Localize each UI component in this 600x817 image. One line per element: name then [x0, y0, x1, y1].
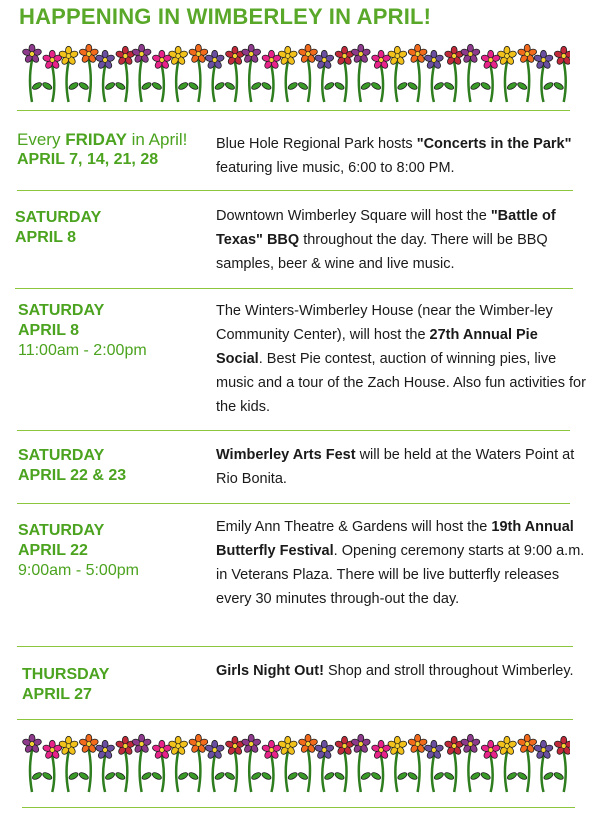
flower-icon: [115, 736, 136, 792]
flower-icon: [241, 44, 262, 102]
event-highlight: "Battle of Texas" BBQ: [216, 208, 556, 248]
flower-icon: [168, 46, 189, 102]
flower-icon: [151, 50, 172, 102]
divider: [22, 807, 575, 808]
flower-icon: [533, 740, 554, 792]
flower-icon: [261, 740, 282, 792]
event-text: throughout the day. There will be BBQ samples, beer & wine and live music.: [216, 232, 548, 272]
event-highlight: Wimberley Arts Fest: [216, 447, 356, 463]
recurrence-day: FRIDAY: [65, 130, 127, 149]
flower-icon: [444, 46, 465, 102]
flower-icon: [424, 740, 445, 792]
event-when: [15, 208, 101, 248]
flower-icon: [460, 734, 481, 792]
flower-icon: [480, 50, 501, 102]
event-highlight: Girls Night Out!: [216, 663, 324, 679]
event-text: Downtown Wimberley Square will host the: [216, 208, 491, 224]
event-dates: APRIL 7, 14, 21, 28: [17, 151, 159, 168]
event-highlight: "Concerts in the Park": [416, 136, 572, 152]
flower-icon: [131, 734, 152, 792]
flower-icon: [241, 734, 262, 792]
event-when: [18, 521, 139, 581]
event-day: SATURDAY: [18, 302, 105, 319]
flower-icon: [334, 736, 355, 792]
flower-icon: [58, 736, 79, 792]
event-highlight: 19th Annual Butterfly Festival: [216, 519, 574, 559]
flower-icon: [517, 44, 538, 102]
event-time: 11:00am - 2:00pm: [18, 342, 147, 359]
event-text: Shop and stroll throughout Wimberley.: [323, 663, 574, 679]
flower-icon: [387, 46, 408, 102]
event-day: SATURDAY: [15, 209, 102, 226]
flower-icon: [78, 44, 99, 102]
flower-border-icon: [22, 730, 570, 794]
flower-icon: [424, 50, 445, 102]
event-text: Blue Hole Regional Park hosts: [216, 136, 417, 152]
flower-icon: [205, 50, 226, 102]
flower-icon: [334, 46, 355, 102]
event-dates: APRIL 27: [22, 686, 92, 703]
divider: [17, 110, 570, 111]
divider: [15, 288, 573, 289]
flower-icon: [553, 736, 570, 792]
divider: [17, 190, 573, 191]
event-day: SATURDAY: [18, 522, 105, 539]
event-description: [216, 443, 586, 491]
flower-icon: [407, 734, 428, 792]
divider: [17, 719, 573, 720]
event-when: [22, 665, 109, 705]
event-when: [17, 130, 187, 170]
event-description: [216, 515, 586, 611]
page-title: HAPPENING IN WIMBERLEY IN APRIL!: [19, 4, 432, 29]
flower-icon: [205, 740, 226, 792]
flower-icon: [42, 50, 63, 102]
flower-icon: [95, 740, 116, 792]
event-when: [18, 446, 126, 486]
flower-icon: [460, 44, 481, 102]
event-description: [216, 659, 586, 683]
flower-icon: [351, 44, 372, 102]
event-day: THURSDAY: [22, 666, 110, 683]
flower-icon: [553, 46, 570, 102]
flower-icon: [314, 740, 335, 792]
event-day: SATURDAY: [18, 447, 105, 464]
flower-icon: [407, 44, 428, 102]
flower-icon: [370, 50, 391, 102]
divider: [17, 503, 570, 504]
flower-icon: [115, 46, 136, 102]
flower-icon: [480, 740, 501, 792]
flower-icon: [22, 44, 43, 102]
flower-icon: [224, 736, 245, 792]
event-time: 9:00am - 5:00pm: [18, 562, 139, 579]
flower-icon: [278, 736, 299, 792]
event-highlight: 27th Annual Pie Social: [216, 327, 538, 367]
event-text: . Best Pie contest, auction of winning pies, live music and a tour of the Zach House. Also fun activities for the kids.: [216, 351, 586, 415]
flower-icon: [497, 46, 518, 102]
flower-icon: [517, 734, 538, 792]
event-text: The Winters-Wimberley House (near the Wimber-ley Community Center), will host the: [216, 303, 553, 343]
flower-icon: [314, 50, 335, 102]
flower-icon: [261, 50, 282, 102]
event-text: . Opening ceremony starts at 9:00 a.m. in Veterans Plaza. There will be live butterfly releases every 30 minutes through-out the day.: [216, 543, 585, 607]
flower-icon: [497, 736, 518, 792]
flower-icon: [151, 740, 172, 792]
event-dates: APRIL 22 & 23: [18, 467, 127, 484]
event-when: [18, 301, 147, 361]
flower-icon: [22, 734, 43, 792]
flower-icon: [533, 50, 554, 102]
flower-icon: [58, 46, 79, 102]
event-description: [216, 204, 586, 276]
event-dates: APRIL 8: [15, 229, 77, 246]
divider: [17, 646, 573, 647]
flower-icon: [278, 46, 299, 102]
flower-icon: [188, 44, 209, 102]
flower-icon: [131, 44, 152, 102]
event-text: will be held at the Waters Point at Rio Bonita.: [216, 447, 575, 487]
event-description: [216, 299, 586, 419]
event-dates: APRIL 22: [18, 542, 88, 559]
event-description: [216, 132, 586, 180]
flower-icon: [444, 736, 465, 792]
flower-border-icon: [22, 40, 570, 104]
flower-icon: [168, 736, 189, 792]
flower-icon: [297, 734, 318, 792]
flower-icon: [188, 734, 209, 792]
event-text: Emily Ann Theatre & Gardens will host the: [216, 519, 492, 535]
flower-icon: [224, 46, 245, 102]
event-text: featuring live music, 6:00 to 8:00 PM.: [216, 160, 455, 176]
flower-icon: [42, 740, 63, 792]
flower-icon: [297, 44, 318, 102]
flower-icon: [351, 734, 372, 792]
flower-icon: [78, 734, 99, 792]
divider: [17, 430, 570, 431]
flower-icon: [387, 736, 408, 792]
flower-icon: [95, 50, 116, 102]
event-recurrence: [17, 130, 187, 150]
recurrence-suffix: in April!: [131, 130, 188, 149]
flower-icon: [370, 740, 391, 792]
event-dates: APRIL 8: [18, 322, 80, 339]
recurrence-prefix: Every: [17, 130, 61, 149]
